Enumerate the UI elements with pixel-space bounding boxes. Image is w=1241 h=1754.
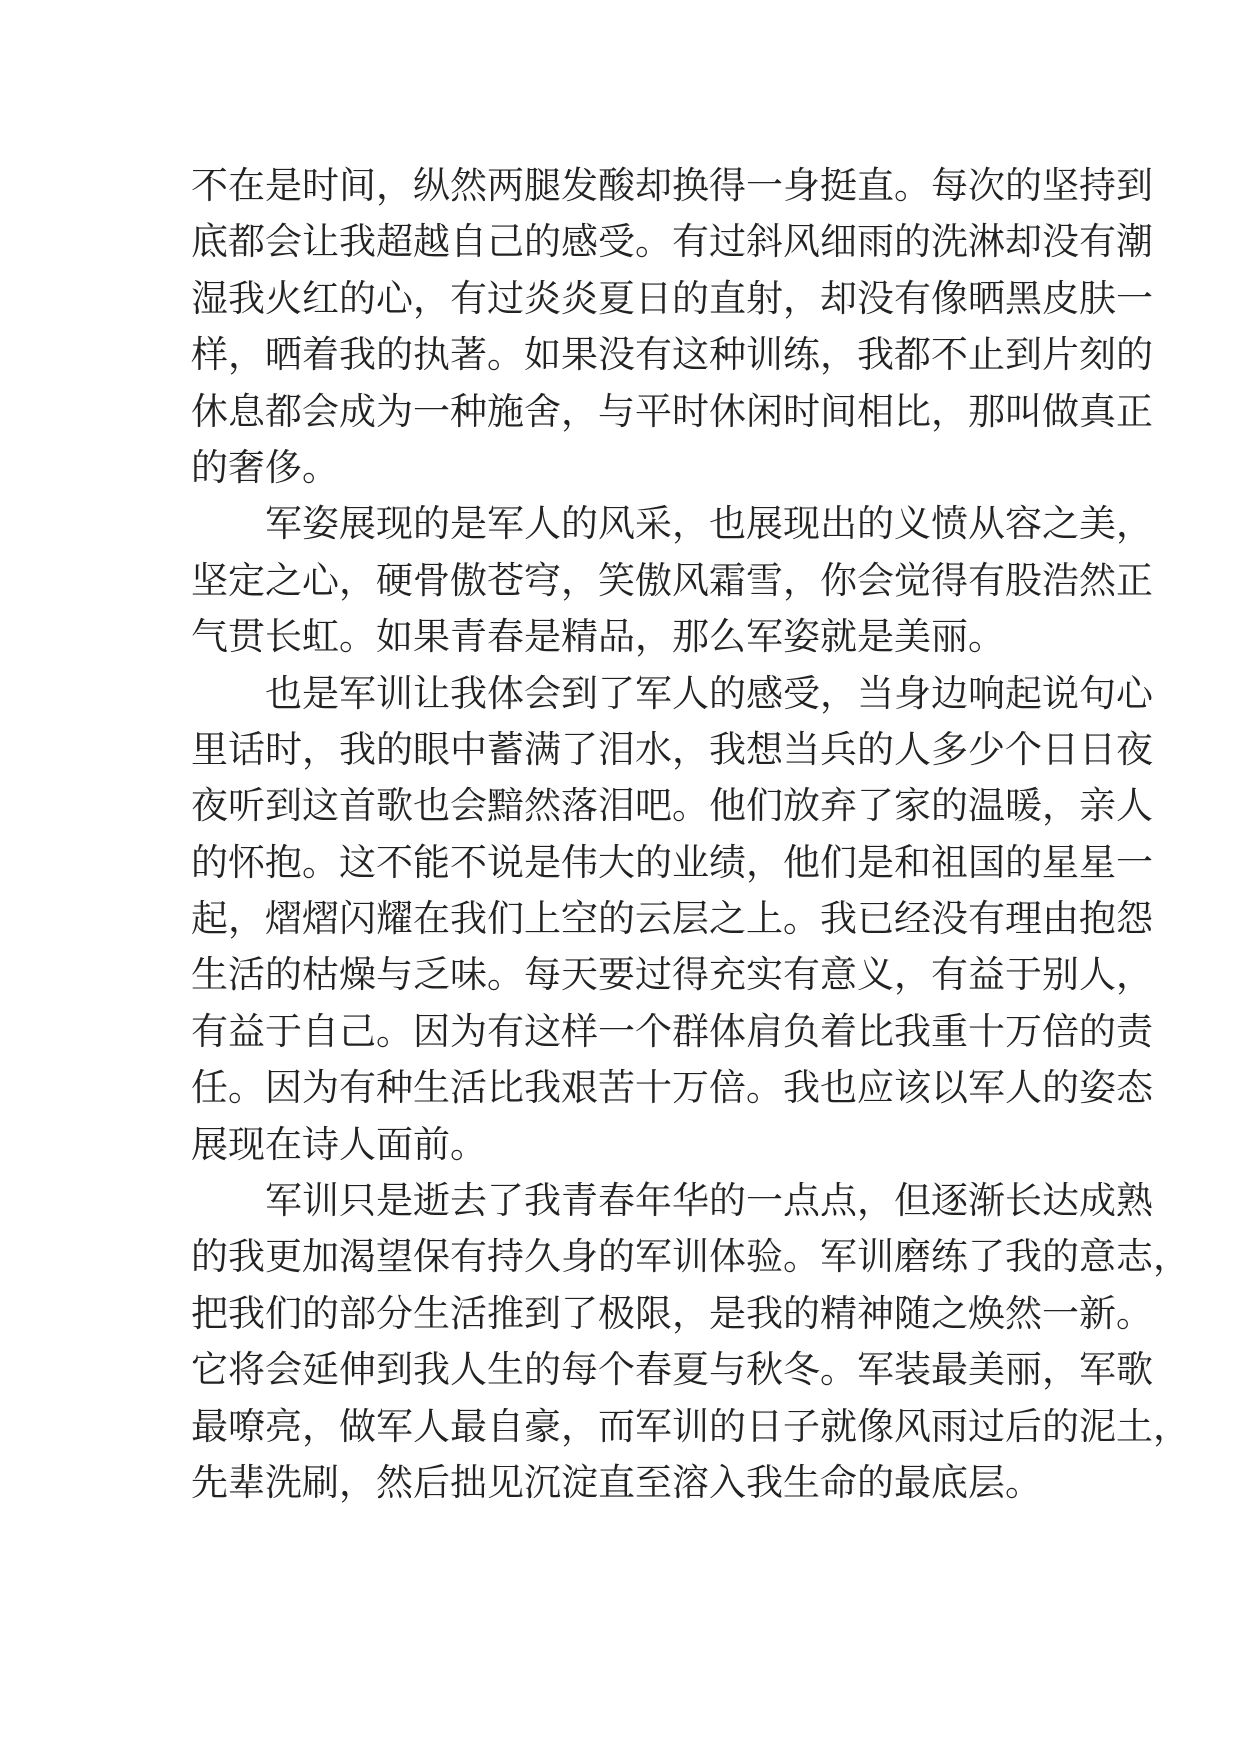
- text-line: 起，熠熠闪耀在我们上空的云层之上。我已经没有理由抱怨: [191, 897, 1153, 941]
- text-line: 湿我火红的心，有过炎炎夏日的直射，却没有像晒黑皮肤一: [191, 276, 1153, 320]
- text-line: 的我更加渴望保有持久身的军训体验。军训磨练了我的意志，: [191, 1235, 1190, 1279]
- text-line: 底都会让我超越自己的感受。有过斜风细雨的洗淋却没有潮: [191, 220, 1153, 264]
- text-line: 的怀抱。这不能不说是伟大的业绩，他们是和祖国的星星一: [191, 840, 1153, 884]
- text-line: 休息都会成为一种施舍，与平时休闲时间相比，那叫做真正: [191, 389, 1153, 433]
- text-line: 坚定之心，硬骨傲苍穹，笑傲风霜雪，你会觉得有股浩然正: [191, 558, 1153, 602]
- text-line: 夜听到这首歌也会黯然落泪吧。他们放弃了家的温暖，亲人: [191, 784, 1153, 828]
- essay-text-column: [191, 158, 1190, 1511]
- text-line: 它将会延伸到我人生的每个春夏与秋冬。军装最美丽，军歌: [191, 1348, 1153, 1392]
- text-line: 样，晒着我的执著。如果没有这种训练，我都不止到片刻的: [191, 333, 1153, 377]
- text-line: 的奢侈。: [191, 445, 339, 489]
- paragraph-first-line: 军姿展现的是军人的风采，也展现出的义愤从容之美，: [265, 502, 1153, 546]
- text-line: 先辈洗刷，然后拙见沉淀直至溶入我生命的最底层。: [191, 1460, 1042, 1504]
- text-line: 气贯长虹。如果青春是精品，那么军姿就是美丽。: [191, 615, 1005, 659]
- text-line: 里话时，我的眼中蓄满了泪水，我想当兵的人多少个日日夜: [191, 727, 1153, 771]
- text-line: 不在是时间，纵然两腿发酸却换得一身挺直。每次的坚持到: [191, 164, 1153, 207]
- text-line: 展现在诗人面前。: [191, 1122, 487, 1166]
- text-line: 把我们的部分生活推到了极限，是我的精神随之焕然一新。: [191, 1291, 1153, 1335]
- paragraph-first-line: 军训只是逝去了我青春年华的一点点，但逐渐长达成熟: [265, 1179, 1153, 1223]
- text-line: 生活的枯燥与乏味。每天要过得充实有意义，有益于别人，: [191, 953, 1153, 997]
- paragraph-first-line: 也是军训让我体会到了军人的感受，当身边响起说句心: [265, 671, 1153, 715]
- text-line: 有益于自己。因为有这样一个群体肩负着比我重十万倍的责: [191, 1009, 1153, 1053]
- text-line: 任。因为有种生活比我艰苦十万倍。我也应该以军人的姿态: [191, 1066, 1153, 1110]
- text-line: 最嘹亮，做军人最自豪，而军训的日子就像风雨过后的泥土，: [191, 1404, 1190, 1448]
